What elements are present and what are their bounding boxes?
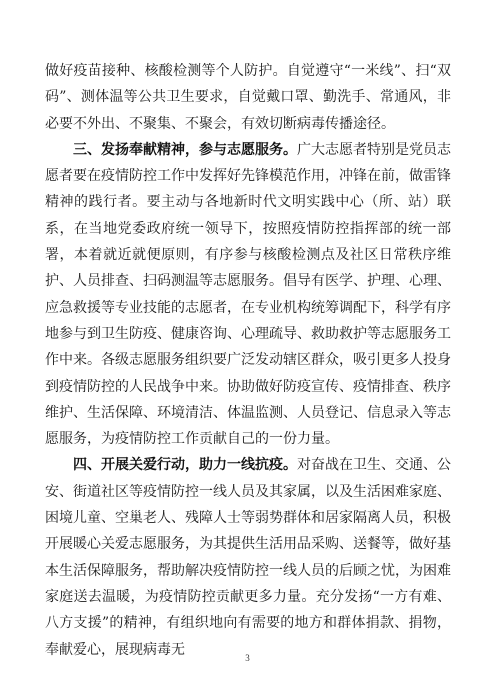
paragraph-2-text: 广大志愿者特别是党员志愿者要在疫情防控工作中发挥好先锋模范作用，冲锋在前，做雷锋精神的践行者。要主动与各地新时代文明实践中心（所、站）联系，在当地党委政府统一领导下，按照疫情防控指挥部的统一部署，本着就近就便原则，有序参与核酸检测点及社区日常秩序维护、人员排查、扫码测温等志愿服务。倡导有医学、护理、心理、应急救援等专业技能的志愿者，在专业机构统筹调配下，科学有序地参与到卫生防疫、健康咨询、心理疏导、救助救护等志愿服务工作中来。各级志愿服务组织要广泛发动辖区群众，吸引更多人投身到疫情防控的人民战争中来。协助做好防疫宣传、疫情排查、秩序维护、生活保障、环境清洁、体温监测、人员登记、信息录入等志愿服务，为疫情防控工作贡献自己的一份力量。 xyxy=(45,141,451,448)
paragraph-1 xyxy=(45,58,451,137)
page-number: 3 xyxy=(245,653,250,663)
paragraph-3-text: 对奋战在卫生、交通、公安、街道社区等疫情防控一线人员及其家属，以及生活困难家庭、困境儿童、空巢老人、残障人士等弱势群体和居家隔离人员，积极开展暖心关爱志愿服务，为其提供生活用品采购、送餐等，做好基本生活保障服务，帮助解决疫情防控一线人员的后顾之忧，为困难家庭送去温暖，为疫情防控贡献更多力量。充分发扬“一方有难、八方支援”的精神，有组织地向有需要的地方和群体捐款、捐物，奉献爱心，展现病毒无 xyxy=(45,457,451,658)
section-heading-3: 三、发扬奉献精神，参与志愿服务。 xyxy=(73,141,297,158)
paragraph-2 xyxy=(45,137,451,453)
paragraph-1-text: 做好疫苗接种、核酸检测等个人防护。自觉遵守“一米线”、扫“双码”、测体温等公共卫生要求，自觉戴口罩、勤洗手、常通风，非必要不外出、不聚集、不聚会，有效切断病毒传播途径。 xyxy=(45,63,451,132)
section-heading-4: 四、开展关爱行动，助力一线抗疫。 xyxy=(73,457,297,474)
document-body xyxy=(45,58,451,663)
paragraph-3 xyxy=(45,452,451,662)
